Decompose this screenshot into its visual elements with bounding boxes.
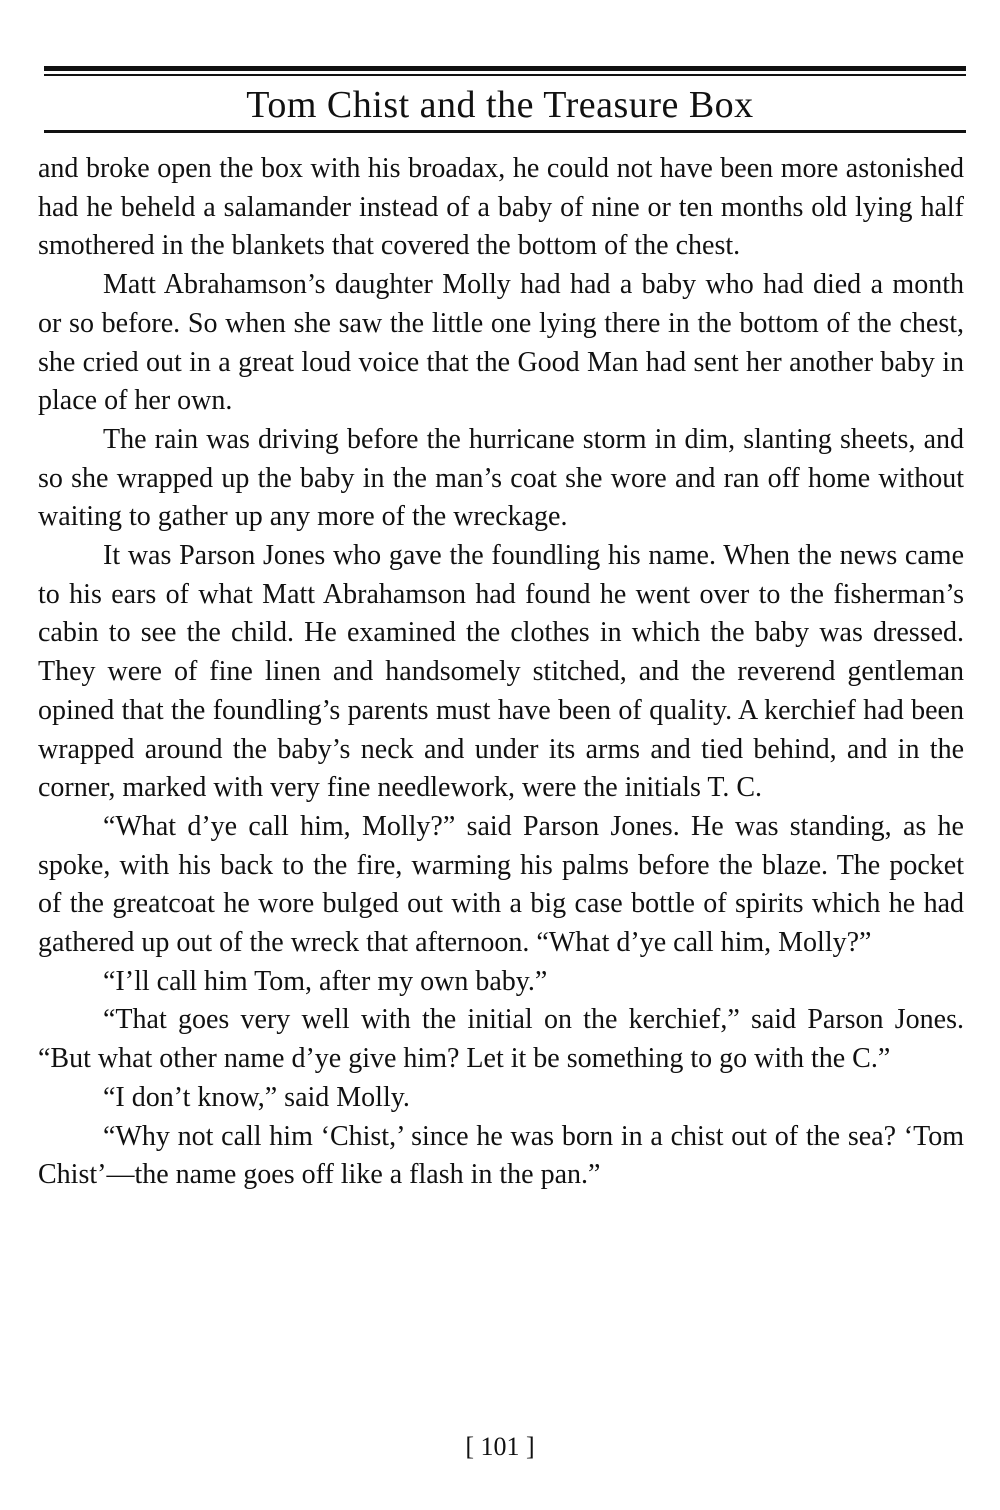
paragraph: “I don’t know,” said Molly. (103, 1081, 410, 1113)
top-rule-thick (44, 66, 966, 71)
paragraph: “That goes very well with the initial on the kerchief,” said Parson Jones. “But what other name d’ye give him? Let it be something to go with the C.” (38, 1004, 964, 1075)
header-rule (44, 130, 966, 133)
paragraph: “What d’ye call him, Molly?” said Parson Jones. He was standing, as he spoke, with his back to the fire, warming his palms before the blaze. The pocket of the greatcoat he wore bulged out with a big case bottle of spirits which he had gathered up out of the wreck that afternoon. “What d’ye call him, Molly?” (38, 810, 964, 959)
paragraph: It was Parson Jones who gave the foundling his name. When the news came to his ears of what Matt Abrahamson had found he went over to the fisherman’s cabin to see the child. He examined the clothes in which the baby was dressed. They were of fine linen and handsomely stitched, and the reverend gentleman opined that the foundling’s parents must have been of quality. A kerchief had been wrapped around the baby’s neck and under its arms and tied behind, and in the corner, marked with very fine needlework, were the initials T. C. (38, 540, 964, 804)
paragraph: “Why not call him ‘Chist,’ since he was born in a chist out of the sea? ‘Tom Chist’—the name goes off like a flash in the pan.” (38, 1120, 964, 1191)
running-head: Tom Chist and the Treasure Box (246, 84, 754, 126)
paragraph: The rain was driving before the hurricane storm in dim, slanting sheets, and so she wrapped up the baby in the man’s coat she wore and ran off home without waiting to gather up any more of the wreckage. (38, 423, 964, 533)
top-rule-thin (44, 74, 966, 76)
paragraph: Matt Abrahamson’s daughter Molly had had a baby who had died a month or so before. So when she saw the little one lying there in the bottom of the chest, she cried out in a great loud voice that the Good Man had sent her another baby in place of her own. (38, 269, 964, 417)
body-text (38, 150, 964, 1195)
page-number: [ 101 ] (465, 1432, 535, 1461)
paragraph: and broke open the box with his broadax, he could not have been more astonished had he beheld a salamander instead of a baby of nine or ten months old lying half smothered in the blankets that covered the bottom of the chest. (38, 153, 964, 262)
paragraph: “I’ll call him Tom, after my own baby.” (103, 965, 548, 997)
